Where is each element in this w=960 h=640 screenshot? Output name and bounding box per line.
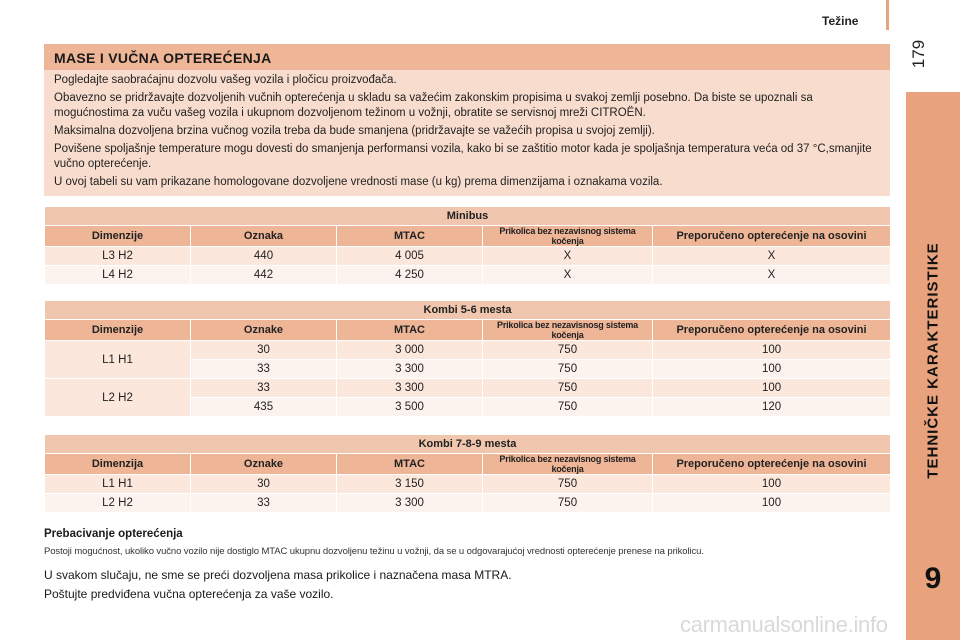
table-cell: 3 500 [337,398,483,417]
table-cell: 750 [483,341,653,360]
table-cell: X [653,266,891,285]
column-header: Dimenzija [45,454,191,475]
column-header: MTAC [337,320,483,341]
column-header: Preporučeno opterećenje na osovini [653,320,891,341]
table-row [45,266,891,285]
intro-box [44,44,890,196]
column-header: Prikolica bez nezavisnog sistema kočenja [483,454,653,475]
table-cell: 100 [653,494,891,513]
table-caption: Minibus [45,207,891,226]
table-row [45,475,891,494]
towing-note: Postoji mogućnost, ukoliko vučno vozilo nije dostiglo MTAC ukupnu dozvoljenu težinu u vožnji, da se u odgovarajućoj vrednosti opterećenje prenese na prikolicu. [44,546,704,557]
towing-title: Prebacivanje opterećenja [44,528,183,540]
table-cell-dimension: L2 H2 [45,379,191,417]
table-row [45,341,891,360]
table-cell: 435 [191,398,337,417]
table-cell: 3 300 [337,360,483,379]
column-header: Oznake [191,320,337,341]
table-cell: 100 [653,341,891,360]
table-cell: 750 [483,379,653,398]
intro-paragraph: Povišene spoljašnje temperature mogu dovesti do smanjenja performansi vozila, kako bi se zaštitio motor kada je spoljašnja temperatura veća od 37 °C,smanjite vučno opterećenje. [54,143,872,170]
watermark: carmanualsonline.info [680,612,888,637]
intro-paragraph: Pogledajte saobraćajnu dozvolu vašeg vozila i pločicu proizvođača. [54,74,397,86]
kombi-5-6-table [44,300,891,417]
intro-body [44,70,890,190]
table-cell: X [483,247,653,266]
table-cell: 750 [483,360,653,379]
column-header: Preporučeno opterećenje na osovini [653,454,891,475]
table-cell: 3 150 [337,475,483,494]
intro-title: MASE I VUČNA OPTEREĆENJA [44,44,890,70]
column-header: Preporučeno opterećenje na osovini [653,226,891,247]
table-cell: 33 [191,379,337,398]
chapter-number: 9 [924,562,942,595]
table-cell: 750 [483,494,653,513]
table-row [45,494,891,513]
table-cell: 100 [653,360,891,379]
chapter-title [919,160,947,560]
header-rule [886,0,889,30]
table-cell-dimension: L1 H1 [45,341,191,379]
table-cell: X [483,266,653,285]
intro-paragraph: Obavezno se pridržavajte dozvoljenih vučnih opterećenja u skladu sa važećim zakonskim propisima u svakoj zemlji posebno. Da biste se upoznali sa mogućnostima za vuču vašeg vozila i ukupnom dozvoljenom težinom u vožnji, obratite se servisnoj mreži CITROËN. [54,92,813,119]
table-cell: L2 H2 [45,494,191,513]
table-row [45,379,891,398]
column-header: Oznaka [191,226,337,247]
table-cell: 30 [191,475,337,494]
intro-paragraph: U ovoj tabeli su vam prikazane homologovane dozvoljene vrednosti mase (u kg) prema dimenzijama i oznakama vozila. [54,176,663,188]
table-cell: L3 H2 [45,247,191,266]
table-row [45,247,891,266]
column-header: Dimenzije [45,226,191,247]
table-cell: 100 [653,379,891,398]
table-cell: X [653,247,891,266]
table-caption: Kombi 7-8-9 mesta [45,435,891,454]
column-header: MTAC [337,454,483,475]
table-cell: 440 [191,247,337,266]
table-cell: 3 300 [337,494,483,513]
table-cell: 33 [191,360,337,379]
towing-text: Poštujte predviđena vučna opterećenja za vaše vozilo. [44,587,334,601]
column-header: Oznake [191,454,337,475]
table-cell: 33 [191,494,337,513]
page-number: 179 [909,39,928,69]
table-caption: Kombi 5-6 mesta [45,301,891,320]
column-header: Prikolica bez nezavisnosg sistema kočenja [483,320,653,341]
table-cell: 750 [483,475,653,494]
table-cell: 30 [191,341,337,360]
table-cell: 100 [653,475,891,494]
table-cell: 3 000 [337,341,483,360]
towing-text: U svakom slučaju, ne sme se preći dozvoljena masa prikolice i naznačena masa MTRA. [44,568,512,582]
column-header: MTAC [337,226,483,247]
table-cell: 442 [191,266,337,285]
column-header: Dimenzije [45,320,191,341]
table-cell: 120 [653,398,891,417]
table-cell: 3 300 [337,379,483,398]
chapter-title-text: TEHNIČKE KARAKTERISTIKE [924,241,942,479]
table-cell: L4 H2 [45,266,191,285]
column-header: Prikolica bez nezavisnog sistema kočenja [483,226,653,247]
intro-paragraph: Maksimalna dozvoljena brzina vučnog vozila treba da bude smanjena (pridržavajte se važećih propisa u svojoj zemlji). [54,125,655,137]
table-cell: 4 250 [337,266,483,285]
table-cell: 750 [483,398,653,417]
table-cell: 4 005 [337,247,483,266]
minibus-table [44,206,891,285]
section-header: Težine [822,14,859,28]
kombi-7-8-9-table [44,434,891,513]
table-cell: L1 H1 [45,475,191,494]
